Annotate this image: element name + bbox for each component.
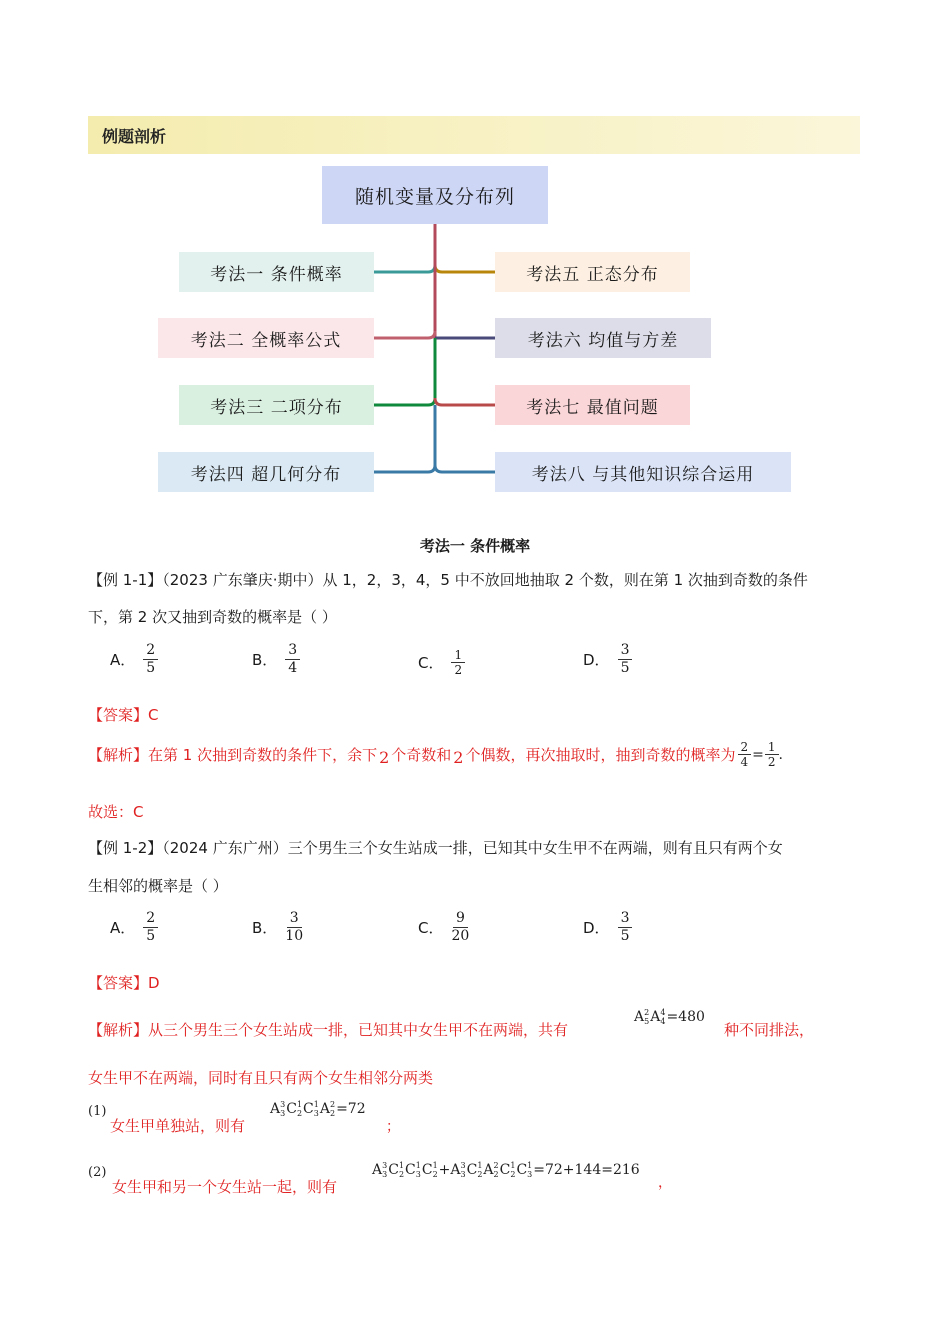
case1-end: ； <box>386 1119 400 1135</box>
case1-formula: A 3 3 C 1 2 C 1 3 A 2 2 =72 <box>270 1100 366 1118</box>
mindmap-node-5: 考法五 正态分布 <box>495 252 690 292</box>
ex1-option-c: C． $\frac{1}{2}$ <box>418 648 465 677</box>
ex2-option-a: A． $\frac{2}{5}$ <box>110 910 158 945</box>
case2-text: 女生甲和另一个女生站一起，则有 <box>112 1178 338 1196</box>
ex2-answer: 【答案】D <box>88 974 160 992</box>
ex1-stem-line1: 【例 1-1】（2023 广东肇庆·期中）从 1，2，3，4，5 中不放回地抽取 2 个数，则在第 1 次抽到奇数的条件 <box>88 571 808 589</box>
ex2-option-c-fraction: $\frac{9}{20}$ <box>451 910 470 944</box>
mindmap-node-7: 考法七 最值问题 <box>495 385 690 425</box>
ex1-analysis: 【解析】在第 1 次抽到奇数的条件下，余下 2 个奇数和 2 个偶数，再次抽取时，抽到奇数的概率为 $\frac{2}{4}$ = $\frac{1}{2}$ . <box>88 740 783 769</box>
ex1-answer: 【答案】C <box>88 706 159 724</box>
mindmap-root: 随机变量及分布列 <box>322 166 548 224</box>
mindmap-node-2: 考法二 全概率公式 <box>158 318 374 358</box>
ex1-option-d: D． $\frac{3}{5}$ <box>583 642 632 677</box>
section-title: 例题剖析 <box>102 127 167 146</box>
branch-4 <box>374 465 435 472</box>
mindmap-node-6: 考法六 均值与方差 <box>495 318 711 358</box>
branch-3 <box>374 398 435 405</box>
case2-end: ， <box>658 1175 672 1191</box>
ex2-option-b: B． $\frac{3}{10}$ <box>252 910 304 944</box>
ex1-option-a-fraction: $\frac{2}{5}$ <box>143 642 158 677</box>
case1-text: 女生甲单独站，则有 <box>110 1117 246 1135</box>
mindmap-node-1: 考法一 条件概率 <box>179 252 374 292</box>
ex2-cases-intro: 女生甲不在两端，同时有且只有两个女生相邻分两类 <box>88 1069 434 1087</box>
branch-2 <box>374 331 435 338</box>
mindmap-node-8: 考法八 与其他知识综合运用 <box>495 452 791 492</box>
mindmap-connectors <box>0 0 950 520</box>
method-heading: 考法一 条件概率 <box>419 537 531 555</box>
branch-5 <box>435 265 495 272</box>
ex2-option-d: D． $\frac{3}{5}$ <box>583 910 632 945</box>
branch-8 <box>435 465 495 472</box>
ex2-analysis-line1-end: 种不同排法， <box>724 1021 815 1039</box>
ex2-formula-total: A 2 5 A 4 4 =480 <box>634 1008 705 1026</box>
ex2-option-b-fraction: $\frac{3}{10}$ <box>285 910 304 944</box>
ex1-option-b-fraction: $\frac{3}{4}$ <box>285 642 300 677</box>
ex2-stem-line2: 生相邻的概率是（ ） <box>88 877 228 895</box>
ex1-option-a: A． $\frac{2}{5}$ <box>110 642 158 677</box>
ex2-option-a-fraction: $\frac{2}{5}$ <box>143 910 158 945</box>
ex2-stem-line1: 【例 1-2】（2024 广东广州）三个男生三个女生站成一排，已知其中女生甲不在两端，则有且只有两个女 <box>88 839 783 857</box>
ex1-option-b: B． $\frac{3}{4}$ <box>252 642 300 677</box>
ex2-option-d-fraction: $\frac{3}{5}$ <box>618 910 633 945</box>
ex1-stem-line2: 下，第 2 次又抽到奇数的概率是（ ） <box>88 608 337 626</box>
mindmap-node-3: 考法三 二项分布 <box>179 385 374 425</box>
branch-1 <box>374 265 435 272</box>
ex2-analysis-line1: 【解析】从三个男生三个女生站成一排，已知其中女生甲不在两端，共有 <box>88 1021 569 1039</box>
case2-formula: A 3 3 C 1 2 C 1 3 C 1 2 +A 3 3 C 1 2 A 2 2 C 1 2 C 1 3 =72+144=216 <box>372 1161 640 1179</box>
branch-7 <box>435 398 495 405</box>
case2-number: (2) <box>88 1165 107 1180</box>
mindmap-node-4: 考法四 超几何分布 <box>158 452 374 492</box>
ex1-option-c-fraction: $\frac{1}{2}$ <box>451 648 465 677</box>
ex1-option-d-fraction: $\frac{3}{5}$ <box>618 642 633 677</box>
ex2-option-c: C． $\frac{9}{20}$ <box>418 910 470 944</box>
ex1-conclusion: 故选：C <box>88 803 144 821</box>
case1-number: (1) <box>88 1104 107 1119</box>
